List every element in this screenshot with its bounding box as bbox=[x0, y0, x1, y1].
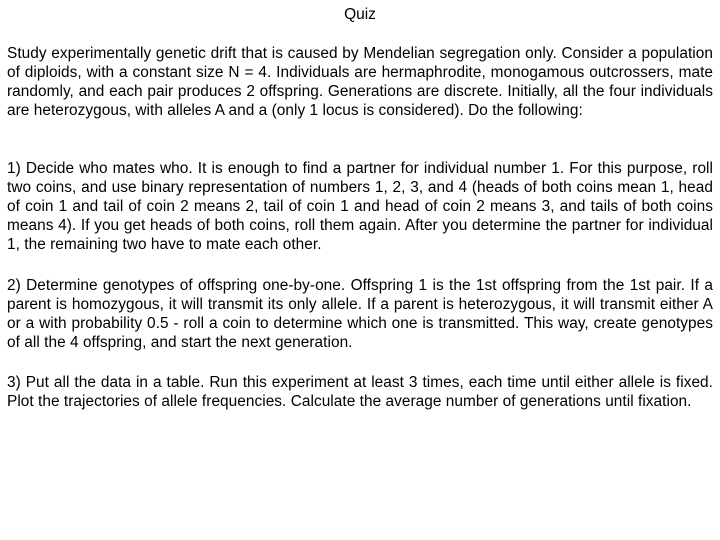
step-2-paragraph: 2) Determine genotypes of offspring one-by-one. Offspring 1 is the 1st offspring from the 1st pair. If a parent is homozygous, it will transmit its only allele. If a parent is heterozygous, it will transmit either A or a with probability 0.5 - roll a coin to determine which one is transmitted. This way, create genotypes of all the 4 offspring, and start the next generation. bbox=[7, 277, 713, 351]
step-3-paragraph: 3) Put all the data in a table. Run this experiment at least 3 times, each time until either allele is fixed. Plot the trajectories of allele frequencies. Calculate the average number of generations until fixation. bbox=[7, 374, 713, 410]
intro-paragraph: Study experimentally genetic drift that is caused by Mendelian segregation only. Consider a population of diploids, with a constant size N = 4. Individuals are hermaphrodite, monogamous outcrossers, mate randomly, and each pair produces 2 offspring. Generations are discrete. Initially, all the four individuals are heterozygous, with alleles A and a (only 1 locus is considered). Do the following: bbox=[7, 45, 713, 119]
page-title: Quiz bbox=[344, 6, 376, 23]
step-1-paragraph: 1) Decide who mates who. It is enough to find a partner for individual number 1. For this purpose, roll two coins, and use binary representation of numbers 1, 2, 3, and 4 (heads of both coins mean 1, head of coin 1 and tail of coin 2 means 2, tail of coin 1 and head of coin 2 means 3, and tails of both coins means 4). If you get heads of both coins, roll them again. After you determine the partner for individual 1, the remaining two have to mate each other. bbox=[7, 160, 713, 253]
